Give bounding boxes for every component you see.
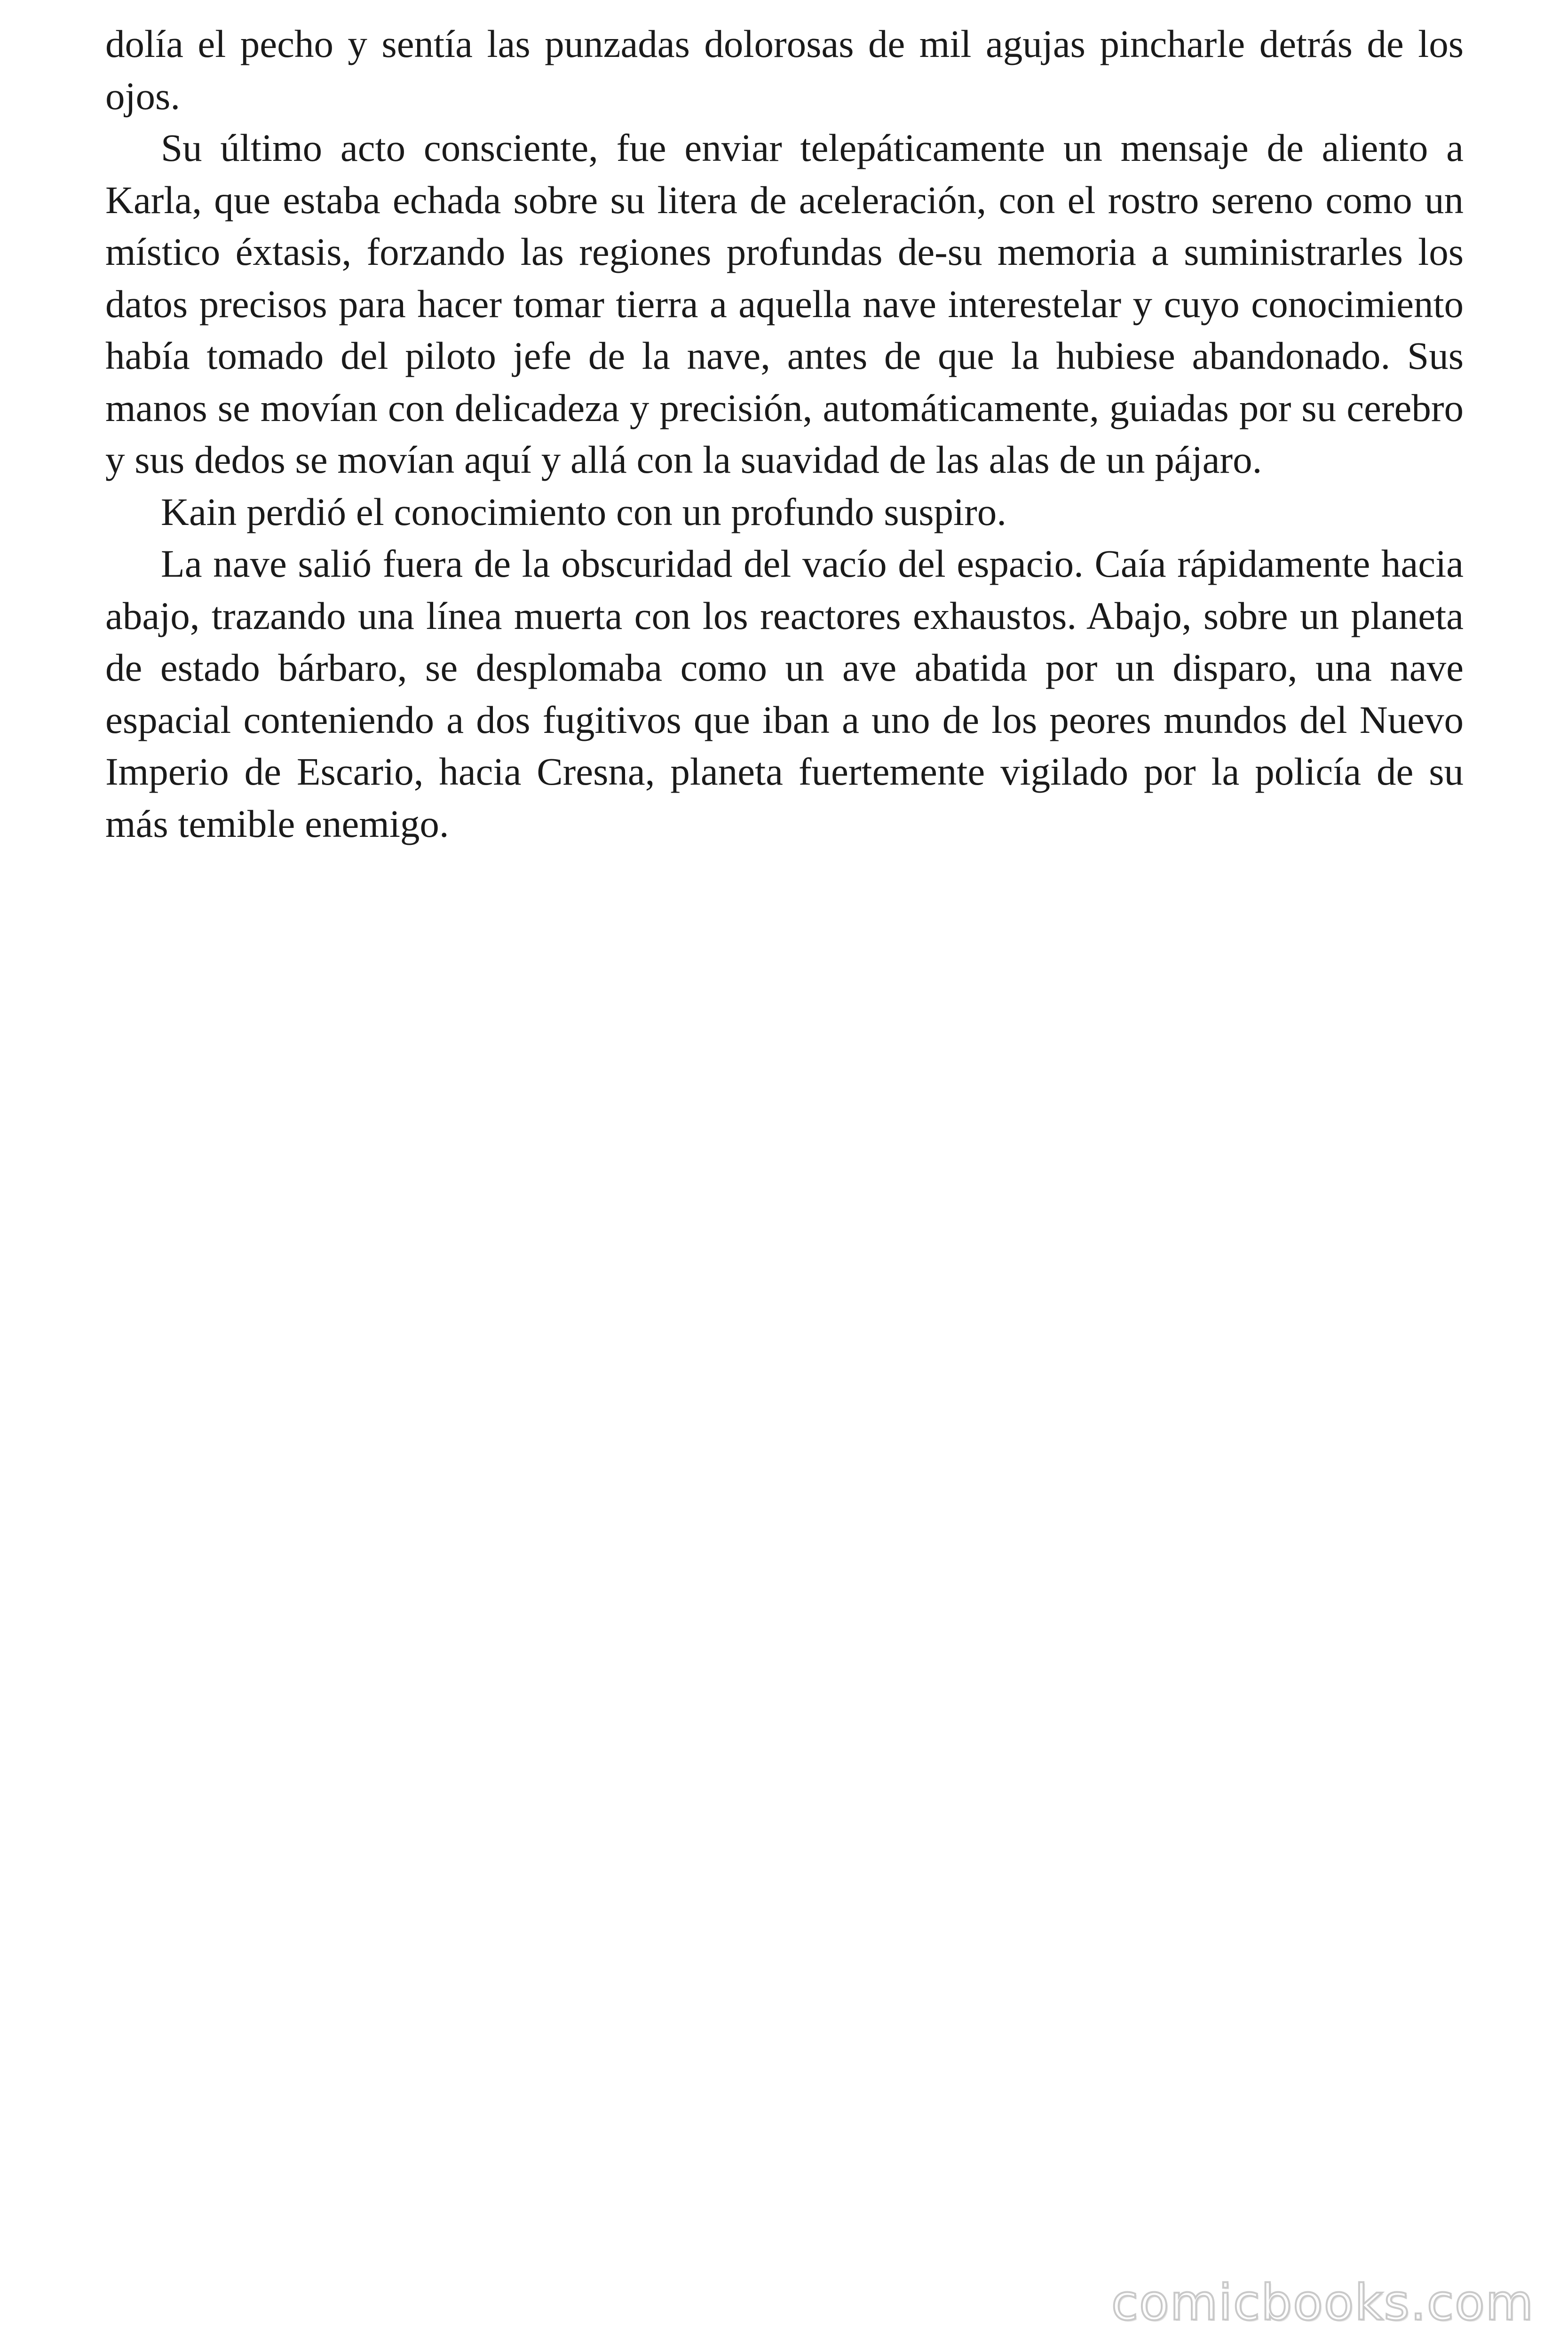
paragraph-3: Kain perdió el conocimiento con un profundo suspiro. — [161, 490, 1006, 533]
paragraph-2: Su último acto consciente, fue enviar telepáticamente un mensaje de aliento a Karla, que estaba echada sobre su litera de aceleración, con el rostro sereno como un místico éxtasis, forzando las regiones profundas de-su memoria a suministrarles los datos precisos para hacer tomar tierra a aquella nave interestelar y cuyo conocimiento había tomado del piloto jefe de la nave, antes de que la hubiese abandonado. Sus manos se movían con delicadeza y precisión, automáticamente, guiadas por su cerebro y sus dedos se movían aquí y allá con la suavidad de las alas de un pájaro. — [105, 126, 1464, 481]
paragraph-1: dolía el pecho y sentía las punzadas dolorosas de mil agujas pincharle detrás de los ojos. — [105, 22, 1464, 118]
paragraph-4: La nave salió fuera de la obscuridad del vacío del espacio. Caía rápidamente hacia abajo, trazando una línea muerta con los reactores exhaustos. Abajo, sobre un planeta de estado bárbaro, se desplomaba como un ave abatida por un disparo, una nave espacial conteniendo a dos fugitivos que iban a uno de los peores mundos del Nuevo Imperio de Escario, hacia Cresna, planeta fuertemente vigilado por la policía de su más temible enemigo. — [105, 542, 1464, 845]
watermark-logo: comicbooks.com — [1111, 2274, 1534, 2331]
body-text — [105, 18, 1464, 850]
